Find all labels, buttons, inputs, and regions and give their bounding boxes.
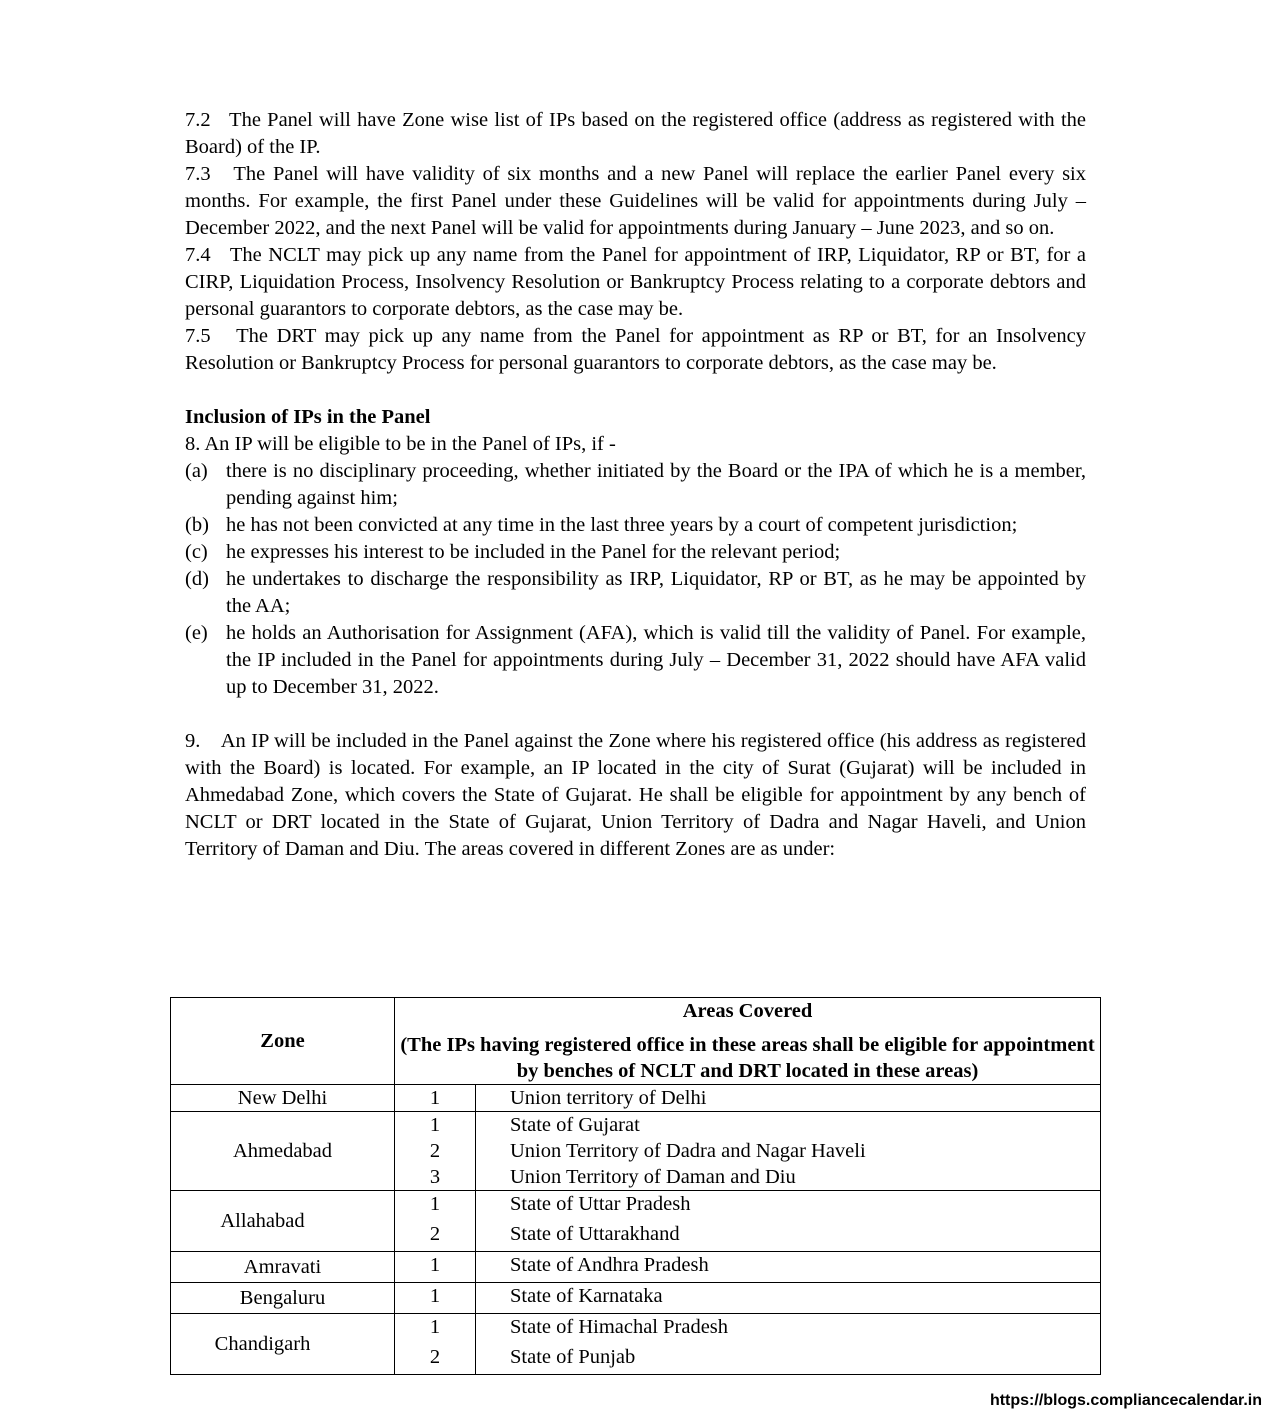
eligibility-item — [185, 512, 1086, 539]
area-name: State of Andhra Pradesh — [510, 1254, 709, 1276]
eligibility-item — [185, 566, 1086, 620]
item-text: he holds an Authorisation for Assignment (AFA), which is valid till the validity of Panel. For example, the IP included in the Panel for appointments during July – December 31, 2022 should have AFA valid up to December 31, 2022. — [226, 622, 1086, 698]
item-label: (e) — [185, 622, 208, 644]
area-name: State of Gujarat — [510, 1114, 640, 1136]
area-numbers — [395, 1085, 476, 1112]
section-heading: Inclusion of IPs in the Panel — [185, 406, 431, 428]
area-list — [476, 1283, 1101, 1314]
item-text: there is no disciplinary proceeding, whether initiated by the Board or the IPA of which he is a member, pending against him; — [226, 460, 1086, 509]
eligibility-item — [185, 458, 1086, 512]
table-row — [171, 1283, 1101, 1314]
table-row — [171, 1191, 1101, 1252]
areas-column-header — [395, 998, 1101, 1085]
table-row — [171, 1085, 1101, 1112]
item-label: (a) — [185, 460, 208, 482]
areas-header-title: Areas Covered — [682, 1000, 813, 1022]
table-header-row — [171, 998, 1101, 1085]
area-list — [476, 1314, 1101, 1375]
item-label: (d) — [185, 568, 209, 590]
footer-url: https://blogs.compliancecalendar.in — [989, 1392, 1262, 1409]
zone-column-header: Zone — [171, 998, 395, 1085]
area-number: 2 — [429, 1140, 441, 1162]
item-label: (c) — [185, 541, 208, 563]
area-name: State of Uttar Pradesh — [510, 1193, 691, 1215]
area-name: State of Punjab — [510, 1346, 636, 1368]
area-name: Union Territory of Daman and Diu — [510, 1166, 796, 1188]
table-row — [171, 1112, 1101, 1191]
item-text: he has not been convicted at any time in the last three years by a court of competent jurisdiction; — [226, 514, 1018, 536]
spacer — [185, 701, 1086, 728]
area-number: 1 — [429, 1254, 441, 1276]
area-numbers — [395, 1252, 476, 1283]
area-numbers — [395, 1112, 476, 1191]
zone-name: Chandigarh — [171, 1314, 395, 1375]
item-text: he expresses his interest to be included in the Panel for the relevant period; — [226, 541, 841, 563]
area-list — [476, 1085, 1101, 1112]
document-body — [185, 107, 1086, 863]
area-number: 1 — [429, 1193, 441, 1215]
item-text: he undertakes to discharge the responsibility as IRP, Liquidator, RP or BT, as he may be appointed by the AA; — [226, 568, 1086, 617]
table-row — [171, 1314, 1101, 1375]
areas-header-note: (The IPs having registered office in these areas shall be eligible for appointment by benches of NCLT and DRT located in these areas) — [400, 1034, 1095, 1082]
area-list — [476, 1191, 1101, 1252]
zone-table — [170, 997, 1101, 1375]
area-numbers — [395, 1191, 476, 1252]
paragraph-7-5: 7.5 The DRT may pick up any name from the Panel for appointment as RP or BT, for an Insolvency Resolution or Bankruptcy Process for personal guarantors to corporate debtors, as the case may be. — [185, 325, 1086, 374]
area-numbers — [395, 1283, 476, 1314]
area-number: 1 — [429, 1114, 441, 1136]
zone-name: Bengaluru — [171, 1283, 395, 1314]
area-name: State of Karnataka — [510, 1285, 663, 1307]
paragraph-7-3: 7.3 The Panel will have validity of six months and a new Panel will replace the earlier Panel every six months. For example, the first Panel under these Guidelines will be valid for appointments during July – December 2022, and the next Panel will be valid for appointments during January – June 2023, and so on. — [185, 163, 1086, 239]
item-label: (b) — [185, 514, 209, 536]
area-list — [476, 1252, 1101, 1283]
eligibility-item — [185, 539, 1086, 566]
area-name: State of Uttarakhand — [510, 1223, 680, 1245]
zone-name: New Delhi — [171, 1085, 395, 1112]
area-number: 3 — [429, 1166, 441, 1188]
zone-name: Ahmedabad — [171, 1112, 395, 1191]
zone-name: Amravati — [171, 1252, 395, 1283]
eligibility-item — [185, 620, 1086, 701]
area-number: 1 — [429, 1316, 441, 1338]
area-name: State of Himachal Pradesh — [510, 1316, 729, 1338]
area-numbers — [395, 1314, 476, 1375]
area-name: Union Territory of Dadra and Nagar Haveli — [510, 1140, 866, 1162]
paragraph-8-intro: 8. An IP will be eligible to be in the Panel of IPs, if - — [185, 433, 616, 455]
area-number: 1 — [429, 1087, 441, 1109]
spacer — [185, 377, 1086, 404]
area-list — [476, 1112, 1101, 1191]
area-number: 2 — [429, 1223, 441, 1245]
paragraph-7-2: 7.2 The Panel will have Zone wise list of IPs based on the registered office (address as registered with the Board) of the IP. — [185, 109, 1086, 158]
paragraph-7-4: 7.4 The NCLT may pick up any name from the Panel for appointment of IRP, Liquidator, RP or BT, for a CIRP, Liquidation Process, Insolvency Resolution or Bankruptcy Process relating to a corporate debtors and personal guarantors to corporate debtors, as the case may be. — [185, 244, 1086, 320]
area-name: Union territory of Delhi — [510, 1087, 707, 1109]
table-row — [171, 1252, 1101, 1283]
zone-name: Allahabad — [171, 1191, 395, 1252]
paragraph-9: 9. An IP will be included in the Panel against the Zone where his registered office (his address as registered with the Board) is located. For example, an IP located in the city of Surat (Gujarat) will be included in Ahmedabad Zone, which covers the State of Gujarat. He shall be eligible for appointment by any bench of NCLT or DRT located in the State of Gujarat, Union Territory of Dadra and Nagar Haveli, and Union Territory of Daman and Diu. The areas covered in different Zones are as under: — [185, 730, 1086, 860]
area-number: 1 — [429, 1285, 441, 1307]
area-number: 2 — [429, 1346, 441, 1368]
